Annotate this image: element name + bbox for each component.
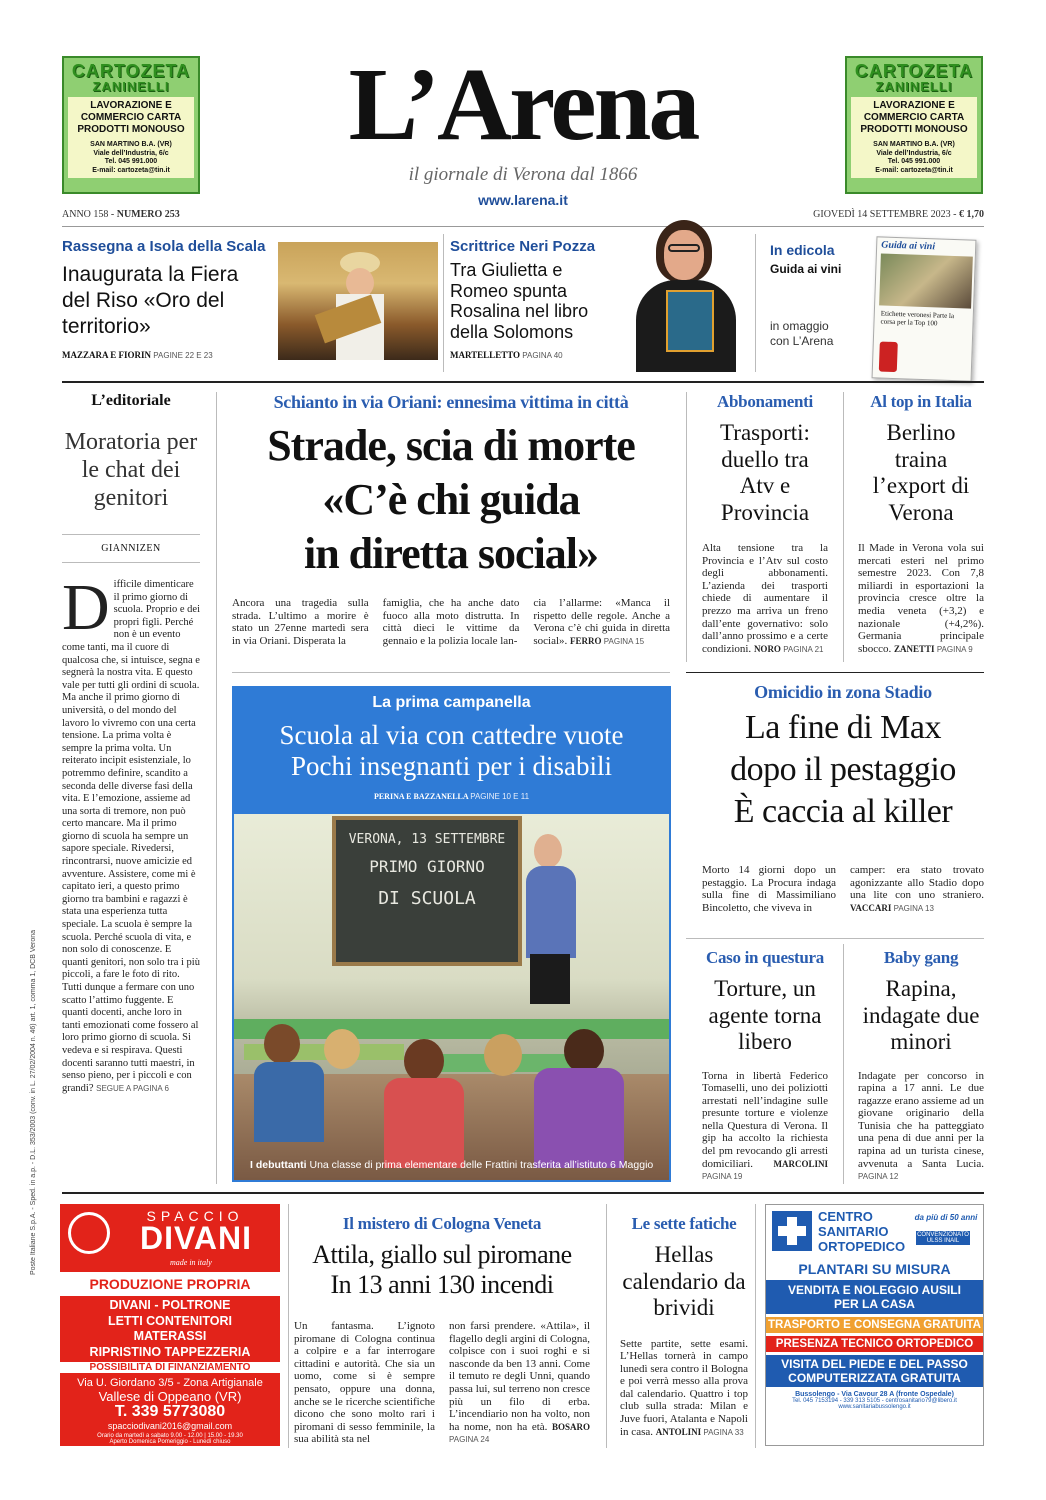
editorial[interactable]	[62, 392, 200, 1184]
issue-number: NUMERO 253	[116, 209, 180, 220]
cover-title: Guida ai vini	[881, 239, 936, 253]
blackboard: VERONA, 13 SETTEMBRE PRIMO GIORNO DI SCUOLA	[332, 816, 522, 966]
editorial-kicker: L’editoriale	[91, 392, 171, 409]
ad-address: Viale dell’Industria, 6/c	[876, 149, 952, 157]
sanit-name: ORTOPEDICO	[818, 1239, 906, 1254]
sanit-phone: Tel. 045 7153194 - 339 313 5105 - centrosanitario79@libero.it	[792, 1398, 957, 1404]
fiera-riso-photo	[278, 242, 438, 360]
scuola-caption: I debuttanti Una classe di prima elementare delle Frattini trasferita all’istituto 6 Maggio	[250, 1159, 654, 1171]
story-text-col2: camper: era stato trovato agonizzante allo Stadio dopo una lite con uno straniero. VACCARI PAGINA 13	[850, 864, 984, 913]
scuola-kicker: La prima campanella	[372, 694, 531, 711]
divani-top: SPACCIO	[146, 1208, 244, 1224]
story-text: Sette partite, sette esami. L’Hellas tornerà in campo lunedì sera contro il Bologna e poi verrà messo alla prova dal calendario. Quattro i top club sulla strada: Milan e Juve fuori, Atalanta e Napoli in casa. ANTOLINI PAGINA 33	[620, 1337, 748, 1438]
story-headline: La fine di Max dopo il pestaggio È caccia al killer	[730, 709, 956, 830]
guida-vini-cover	[872, 236, 977, 381]
ad-centro-sanitario[interactable]	[765, 1204, 984, 1446]
divani-finance: POSSIBILITÀ DI FINANZIAMENTO	[60, 1362, 280, 1373]
teaser-headline: Guida ai vini	[770, 262, 842, 276]
divani-hours: Orario da martedì a sabato 9.00 - 12.00 | 15.00 - 19.30	[97, 1433, 243, 1439]
sanit-promo: PRESENZA TECNICO ORTOPEDICO	[766, 1336, 983, 1352]
ad-address: SAN MARTINO B.A. (VR)	[90, 141, 172, 148]
ad-line: COMMERCIO CARTA	[80, 112, 182, 123]
sanit-web[interactable]: www.sanitariabussolengo.it	[838, 1404, 911, 1410]
classroom-photo	[234, 814, 669, 1180]
sanit-address: Bussolengo - Via Cavour 28 A (fronte Ospedale)	[795, 1391, 954, 1398]
teaser-headline: Tra Giulietta e Romeo spunta Rosalina nel libro della Solomons	[450, 260, 589, 342]
editorial-dropcap: D	[62, 571, 110, 644]
divani-header	[60, 1204, 280, 1266]
postal-info: Poste Italiane S.p.A. - Sped. in a.p. - D.L. 353/2003 (conv. in L. 27/02/2004 n. 46) art. 1, comma 1, DCB Verona	[30, 929, 37, 1275]
sanit-promo: VENDITA E NOLEGGIO AUSILI PER LA CASA	[766, 1280, 983, 1314]
ad-spaccio-divani[interactable]	[60, 1204, 280, 1446]
ad-email: E-mail: cartozeta@tin.it	[875, 166, 953, 174]
story-scuola[interactable]	[232, 686, 671, 1182]
divani-hours: Aperto Domenica Pomeriggio - Lunedì chiuso	[109, 1439, 231, 1445]
sanit-name: SANITARIO	[818, 1224, 889, 1239]
ad-phone: Tel. 045 991.000	[104, 158, 158, 165]
story-babygang[interactable]	[858, 948, 984, 1184]
editorial-author: GIANNIZEN	[101, 543, 161, 554]
ad-line: LAVORAZIONE E	[873, 100, 955, 111]
teaser-byline: MAZZARA E FIORIN PAGINE 22 E 23	[62, 350, 213, 360]
story-headline: Berlino traina l’export di Verona	[872, 420, 970, 525]
scuola-byline: PERINA E BAZZANELLA PAGINE 10 E 11	[373, 792, 530, 801]
teaser-kicker: In edicola	[770, 242, 835, 258]
story-text: Il Made in Verona vola sui mercati esteri nel primo semestre 2023. Con 7,8 miliardi in esportazioni la provincia cresce oltre la media veneta (+3,2) e nazionale (+4,2%). Germania principale sbocco. ZANETTI PAGINA 9	[858, 542, 984, 655]
story-headline: Hellas calendario da brividi	[622, 1242, 746, 1320]
ad-cartozeta-left[interactable]	[62, 56, 200, 194]
cover-text: Etichette veronesi Parte la corsa per la Top 100	[880, 309, 955, 328]
story-headline: Rapina, indagate due minori	[862, 976, 980, 1054]
teaser-rosalina[interactable]	[450, 236, 750, 376]
ad-brand: CARTOZETA	[854, 61, 974, 81]
editorial-text: Difficile dimenticare il primo giorno di scuola. Proprio e dei propri figli. Perché non è un evento come tanti, ma il cuore di qualcosa che, si intuisce, segna e segnerà la nostra vita. E questo vale per tutti gli ordini di scuola. Ma anche il primo giorno di università, o del mondo del lavoro lo vivremo con una certa tensione. La prima volta è sempre la prima volta. Un reiterato incipit esistenziale, lo potremmo definire, scandito a seconda delle diverse fasi della vita. E l’emozione, assieme ad una sorta di tremore, non può certo mancare. Ma il primo giorno di scuola ha sempre un sapore speciale. Rivedersi, rincontrarsi, nuove amicizie ed avventure. Assistere, come mi è capitato ieri, a questo primo giorno tra bambini e ragazzi è stata una esperienza tutta speciale. La scuola è sempre la scuola. Perché scuola di vita, e non solo di conoscenze. E quanti genitori, non solo tra i più piccoli, a fare le foto di rito. Tutti dunque a fermare con uno scatto l’attimo fuggente. E quanti docenti, anche loro in tanti emozionati come fossero al loro primo giorno di scuola. Si vedeva e si respirava. Questi docenti saranno tutti maestri, in senso pieno, per i piccoli e con grandi? SEGUE A PAGINA 6	[62, 571, 200, 1094]
issue-year: ANNO 158	[62, 209, 109, 220]
divani-line: RIPRISTINO TAPPEZZERIA	[89, 1344, 251, 1359]
story-kicker: Abbonamenti	[717, 392, 813, 411]
story-hellas[interactable]	[620, 1214, 748, 1448]
story-kicker: Al top in Italia	[870, 392, 972, 411]
issue-date-price: GIOVEDÌ 14 SETTEMBRE 2023 - € 1,70	[813, 209, 984, 220]
ad-line: COMMERCIO CARTA	[863, 112, 965, 123]
story-questura[interactable]	[702, 948, 828, 1184]
story-text-col1: Morto 14 giorni dopo un pestaggio. La Procura indaga sulla fine di Massimiliano Bincoletto, che viveva in	[702, 864, 836, 914]
divani-made: made in italy	[170, 1258, 212, 1267]
author-photo	[622, 214, 750, 372]
lead-text-col1: Ancora una tragedia sulla strada. L’ultimo a morire è stato un 27enne martedì sera in via Oriani. Disperata la	[232, 597, 369, 647]
story-berlino[interactable]	[858, 392, 984, 662]
teaser-sub: in omaggio con L’Arena	[770, 319, 834, 348]
ad-address: Viale dell’Industria, 6/c	[93, 149, 169, 157]
divani-logo-icon	[68, 1212, 110, 1254]
ad-brand-sub: ZANINELLI	[875, 79, 953, 94]
ad-address: SAN MARTINO B.A. (VR)	[873, 141, 955, 148]
sanit-promo: VISITA DEL PIEDE E DEL PASSO COMPUTERIZZATA GRATUITA	[766, 1355, 983, 1387]
divani-phone: T. 339 5773080	[114, 1403, 226, 1420]
lead-kicker: Schianto in via Oriani: ennesima vittima in città	[273, 392, 629, 412]
ad-line: PRODOTTI MONOUSO	[860, 124, 968, 135]
story-omicidio[interactable]	[702, 682, 984, 922]
scuola-headline: Scuola al via con cattedre vuote Pochi insegnanti per i disabili	[279, 720, 624, 781]
story-headline: Trasporti: duello tra Atv e Provincia	[720, 420, 810, 525]
story-headline: Attila, giallo sul piromane In 13 anni 130 incendi	[312, 1240, 572, 1299]
issue-price: € 1,70	[959, 209, 984, 220]
sanit-promo: PLANTARI SU MISURA	[798, 1261, 951, 1277]
lead-text-col3: cia l’allarme: «Manca il rispetto delle regole. Anche a Verona c’è chi guida in diretta social». FERRO PAGINA 15	[533, 597, 671, 647]
lead-story[interactable]	[232, 392, 670, 662]
ad-brand: CARTOZETA	[71, 61, 191, 81]
divani-line: DIVANI - POLTRONE	[109, 1298, 231, 1312]
editorial-title: Moratoria per le chat dei genitori	[64, 429, 198, 511]
story-text-col1: Un fantasma. L’ignoto piromane di Cologna continua a colpire e a far interrogare cittadini e autorità. Che sia un uomo, come si è sempre pensato, oppure una donna, anche se le ricerche scientifiche dicono che sono molto rari i piromani di sesso femminile, la sua abilità sta nel	[294, 1320, 435, 1446]
story-kicker: Le sette fatiche	[631, 1214, 737, 1233]
ad-email: E-mail: cartozeta@tin.it	[92, 166, 170, 174]
editorial-continue: SEGUE A PAGINA 6	[96, 1083, 169, 1093]
divani-social: spacciodivani2016@gmail.com	[107, 1421, 233, 1431]
story-text: Torna in libertà Federico Tomaselli, uno dei poliziotti arrestati nell’indagine sulle presunte torture e violenze nella Questura di Verona. Il gip ha accolto la richiesta del pm revocando gli arresti domiciliari. MARCOLINI PAGINA 19	[702, 1069, 828, 1182]
issue-info: ANNO 158 - NUMERO 253	[62, 209, 180, 220]
ad-brand-sub: ZANINELLI	[92, 79, 170, 94]
ad-cartozeta-right[interactable]	[845, 56, 983, 194]
sanit-name: CENTRO	[818, 1209, 873, 1224]
masthead-tagline: il giornale di Verona dal 1866	[408, 164, 638, 185]
teaser-kicker: Scrittrice Neri Pozza	[450, 238, 596, 255]
issue-date: GIOVEDÌ 14 SETTEMBRE 2023	[813, 209, 951, 220]
lead-headline: Strade, scia di morte «C’è chi guida in diretta social»	[267, 421, 635, 578]
divani-address: Via U. Giordano 3/5 - Zona Artigianale	[77, 1377, 263, 1389]
ad-line: PRODOTTI MONOUSO	[77, 124, 185, 135]
ad-phone: Tel. 045 991.000	[887, 158, 941, 165]
medical-cross-icon	[772, 1211, 812, 1251]
story-kicker: Caso in questura	[705, 948, 824, 967]
story-headline: Torture, un agente torna libero	[708, 976, 822, 1054]
divani-brand: DIVANI	[139, 1220, 253, 1256]
story-attila[interactable]	[294, 1214, 590, 1448]
divani-line: PRODUZIONE PROPRIA	[89, 1276, 251, 1292]
ad-line: LAVORAZIONE E	[90, 100, 172, 111]
story-abbonamenti[interactable]	[702, 392, 828, 662]
story-text-col2: non farsi prendere. «Attila», il flagello degli argini di Cologna, colpisce con i suoi roghi e si nasconde da ben 13 anni. Come il temuto re degli Unni, quando passa lui, sul terreno non cresce più un filo di erba. L’incendiario non ha volto, non ha nome, non ha età. BOSARO PAGINA 24	[449, 1320, 590, 1445]
story-text: Indagate per concorso in rapina a 17 anni. Le due ragazze erano assieme ad un giovane originario della Tunisia che ha patteggiato una pena di due anni per la rapina ad un turista cinese, avvenuta a Santa Lucia. PAGINA 12	[858, 1069, 984, 1182]
divani-line: MATERASSI	[133, 1329, 207, 1343]
lead-text-col2: famiglia, che ha anche dato fuoco alla moto distrutta. In città dieci le vittime da gennaio e la polizia locale lan-	[382, 597, 520, 647]
masthead-title: L’Arena	[348, 47, 698, 162]
story-kicker: Il mistero di Cologna Veneta	[342, 1214, 542, 1233]
teaser-kicker: Rassegna a Isola della Scala	[62, 238, 266, 255]
story-kicker: Omicidio in zona Stadio	[754, 682, 932, 702]
teaser-fiera-riso[interactable]	[62, 236, 437, 366]
teaser-headline: Inaugurata la Fiera del Riso «Oro del territorio»	[62, 263, 239, 338]
divani-address: Vallese di Oppeano (VR)	[98, 1389, 242, 1404]
divani-line: LETTI CONTENITORI	[107, 1313, 233, 1328]
teaser-byline: MARTELLETTO PAGINA 40	[450, 350, 563, 360]
teaser-guida-vini[interactable]	[770, 240, 984, 380]
story-kicker: Baby gang	[883, 948, 959, 967]
sanit-conv: CONVENZIONATO ULSS INAIL	[917, 1232, 969, 1244]
story-text: Alta tensione tra la Provincia e l’Atv sul costo degli abbonamenti. L’azienda dei trasporti chiede di aumentare il prezzo ma arriva un freno dall’ente governativo: solo dall’anno prossimo e a certe condizioni. NORO PAGINA 21	[702, 542, 828, 655]
sanit-since: da più di 50 anni	[914, 1213, 978, 1222]
sanit-promo: TRASPORTO E CONSEGNA GRATUITA	[766, 1317, 983, 1333]
masthead-url[interactable]: www.larena.it	[478, 192, 568, 208]
